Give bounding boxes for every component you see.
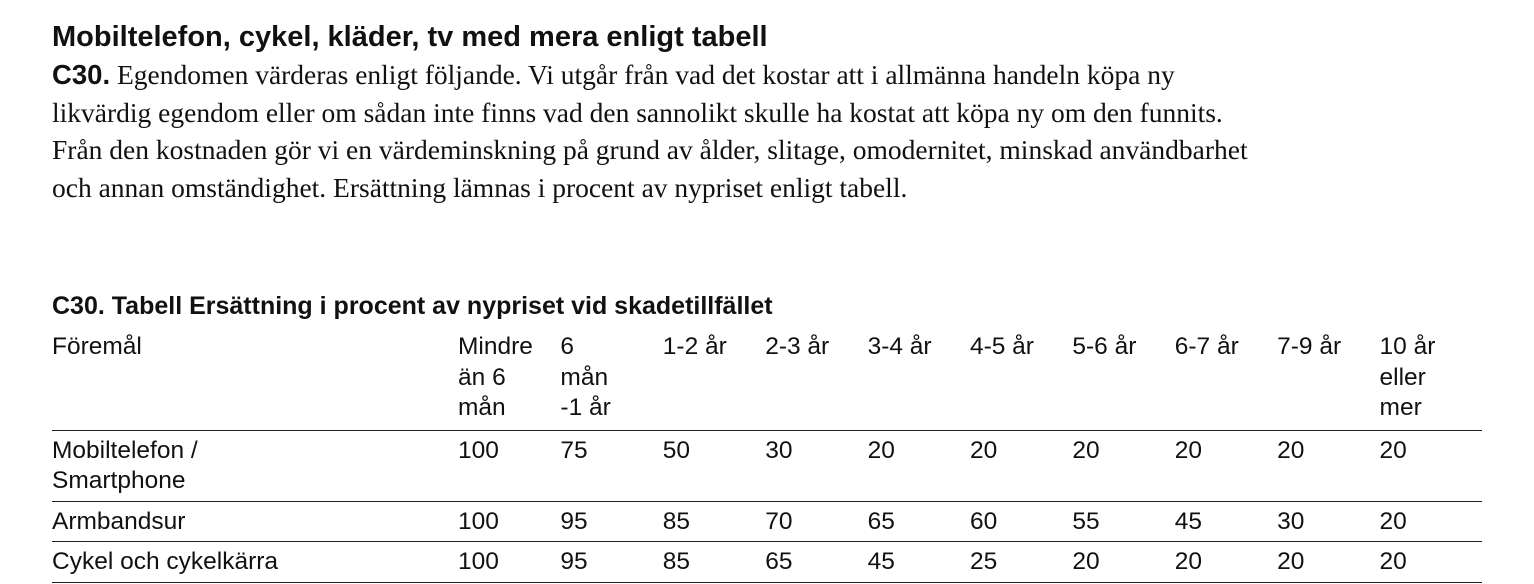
- rate-cell: 95: [560, 542, 662, 583]
- rate-cell: 20: [1175, 542, 1277, 583]
- rate-cell: 65: [765, 542, 867, 583]
- column-header-age: 6 mån -1 år: [560, 332, 662, 430]
- item-name: Cykel och cykelkärra: [52, 542, 458, 583]
- rate-cell: 100: [458, 501, 560, 542]
- table-row: [52, 501, 1482, 542]
- table-row: [52, 430, 1482, 501]
- rate-cell: 30: [765, 430, 867, 501]
- rate-cell: 85: [663, 542, 765, 583]
- rate-cell: 20: [1380, 542, 1482, 583]
- column-header-age: 6-7 år: [1175, 332, 1277, 430]
- rate-cell: 100: [458, 542, 560, 583]
- rate-cell: 45: [868, 542, 970, 583]
- item-name: Mobiltelefon / Smartphone: [52, 430, 458, 501]
- rate-cell: 95: [560, 501, 662, 542]
- rate-cell: 55: [1072, 501, 1174, 542]
- column-header-age: 4-5 år: [970, 332, 1072, 430]
- item-name: Armbandsur: [52, 501, 458, 542]
- rate-cell: 70: [765, 501, 867, 542]
- rate-cell: 50: [663, 430, 765, 501]
- table-header-row: [52, 332, 1482, 430]
- document-section: [52, 18, 1482, 206]
- rate-cell: 25: [970, 542, 1072, 583]
- rate-cell: 65: [868, 501, 970, 542]
- rate-cell: 20: [1072, 542, 1174, 583]
- column-header-age: 5-6 år: [1072, 332, 1174, 430]
- rate-cell: 20: [868, 430, 970, 501]
- column-header-age: 7-9 år: [1277, 332, 1379, 430]
- rate-cell: 20: [1380, 501, 1482, 542]
- column-header-age: 1-2 år: [663, 332, 765, 430]
- terms-paragraph: [52, 56, 1252, 206]
- rate-cell: 20: [1072, 430, 1174, 501]
- table-row: [52, 542, 1482, 583]
- rate-cell: 45: [1175, 501, 1277, 542]
- rate-cell: 20: [1277, 542, 1379, 583]
- rate-cell: 20: [970, 430, 1072, 501]
- compensation-table: [52, 332, 1482, 583]
- column-header-age: Mindre än 6 mån: [458, 332, 560, 430]
- rate-cell: 20: [1277, 430, 1379, 501]
- column-header-age: 3-4 år: [868, 332, 970, 430]
- rate-cell: 30: [1277, 501, 1379, 542]
- column-header-item: Föremål: [52, 332, 458, 430]
- column-header-age: 2-3 år: [765, 332, 867, 430]
- table-title: C30. Tabell Ersättning i procent av nypriset vid skadetillfället: [52, 292, 773, 320]
- rate-cell: 20: [1175, 430, 1277, 501]
- section-heading: Mobiltelefon, cykel, kläder, tv med mera enligt tabell: [52, 21, 768, 53]
- paragraph-label: C30.: [52, 59, 111, 90]
- paragraph-text: Egendomen värderas enligt följande. Vi utgår från vad det kostar att i allmänna handeln köpa ny likvärdig egendom eller om sådan inte finns vad den sannolikt skulle ha kostat att köpa ny om den funnits. Från den kostnaden gör vi en värdeminskning på grund av ålder, slitage, omodernitet, minskad användbarhet och annan omständighet. Ersättning lämnas i procent av nypriset enligt tabell.: [52, 59, 1248, 203]
- rate-cell: 85: [663, 501, 765, 542]
- rate-cell: 20: [1380, 430, 1482, 501]
- rate-cell: 100: [458, 430, 560, 501]
- column-header-age: 10 år eller mer: [1380, 332, 1482, 430]
- rate-cell: 60: [970, 501, 1072, 542]
- rate-cell: 75: [560, 430, 662, 501]
